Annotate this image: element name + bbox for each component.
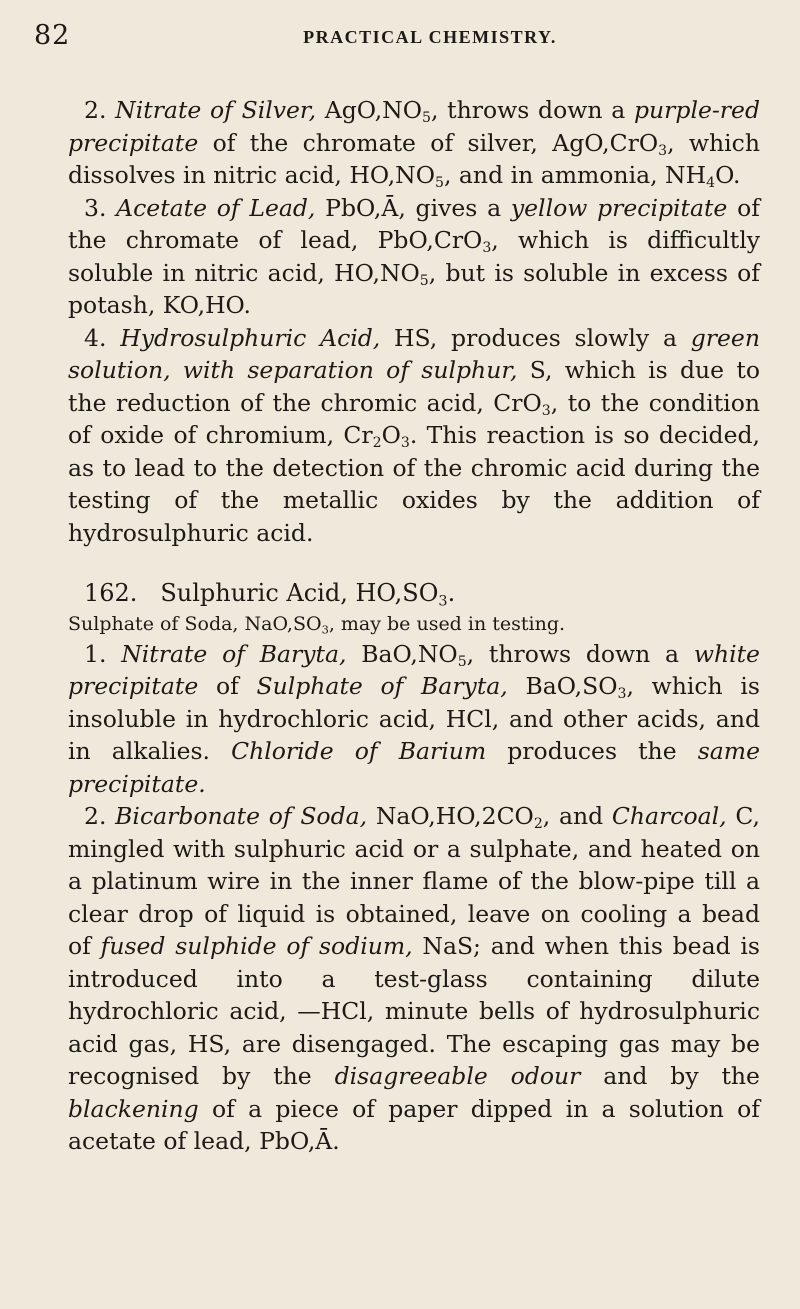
paragraph-bicarbonate-of-soda: 2. Bicarbonate of Soda, $NaO,HO,2CO_2$, and Charcoal, C, mingled with sulphuric acid or a sulphate, and heated on a platinum wire in the inner flame of the blow-pipe till a clear drop of liquid is obtained, leave on cooling a bead of fused sulphide of sodium, NaS; and when this bead is introduced into a test-glass containing dilute hydrochloric acid, —HCl, minute bells of hydrosulphuric acid gas, HS, are disengaged. The escaping gas may be recognised by the disagreeable odour and by the blackening of a piece of paper dipped in a solution of acetate of lead, PbO,Ā. <box>68 802 760 1155</box>
paragraph-nitrate-of-silver: 2. Nitrate of Silver, $AgO,NO_5$, throws down a purple-red precipitate of the chromate of silver, AgO,CrO$_3$, which dissolves in nitric acid, $HO,NO_5$, and in ammonia, $NH_4O$. <box>68 96 760 192</box>
page-header <box>30 18 750 58</box>
paragraph-nitrate-of-baryta: 1. Nitrate of Baryta, $BaO,NO_5$, throws down a white precipitate of Sulphate of Baryta, $BaO,SO_3$, which is insoluble in hydrochloric acid, HCl, and other acids, and in alkalies. Chloride of Barium produces the same precipitate. <box>68 639 760 798</box>
section-note: Sulphate of Soda, $NaO,SO_3$, may be used in testing. <box>68 612 566 636</box>
section-heading: 162. Sulphuric Acid, $HO,SO_3$. <box>84 579 456 610</box>
spacer <box>68 549 760 577</box>
paragraph-acetate-of-lead: 3. Acetate of Lead, PbO,Ā, gives a yellow precipitate of the chromate of lead, PbO,CrO$_3$, which is difficultly soluble in nitric acid, $HO,NO_5$, but is soluble in excess of potash, KO,HO. <box>68 193 760 319</box>
page-body <box>68 94 760 1158</box>
paragraph-hydrosulphuric-acid: 4. Hydrosulphuric Acid, HS, produces slowly a green solution, with separation of sulphur, S, which is due to the reduction of the chromic acid, CrO$_3$, to the condition of oxide of chromium, $Cr_2O_3$. This reaction is so decided, as to lead to the detection of the chromic acid during the testing of the metallic oxides by the addition of hydrosulphuric acid. <box>68 323 760 547</box>
running-title: PRACTICAL CHEMISTRY. <box>303 27 557 47</box>
page-number: 82 <box>34 20 71 51</box>
